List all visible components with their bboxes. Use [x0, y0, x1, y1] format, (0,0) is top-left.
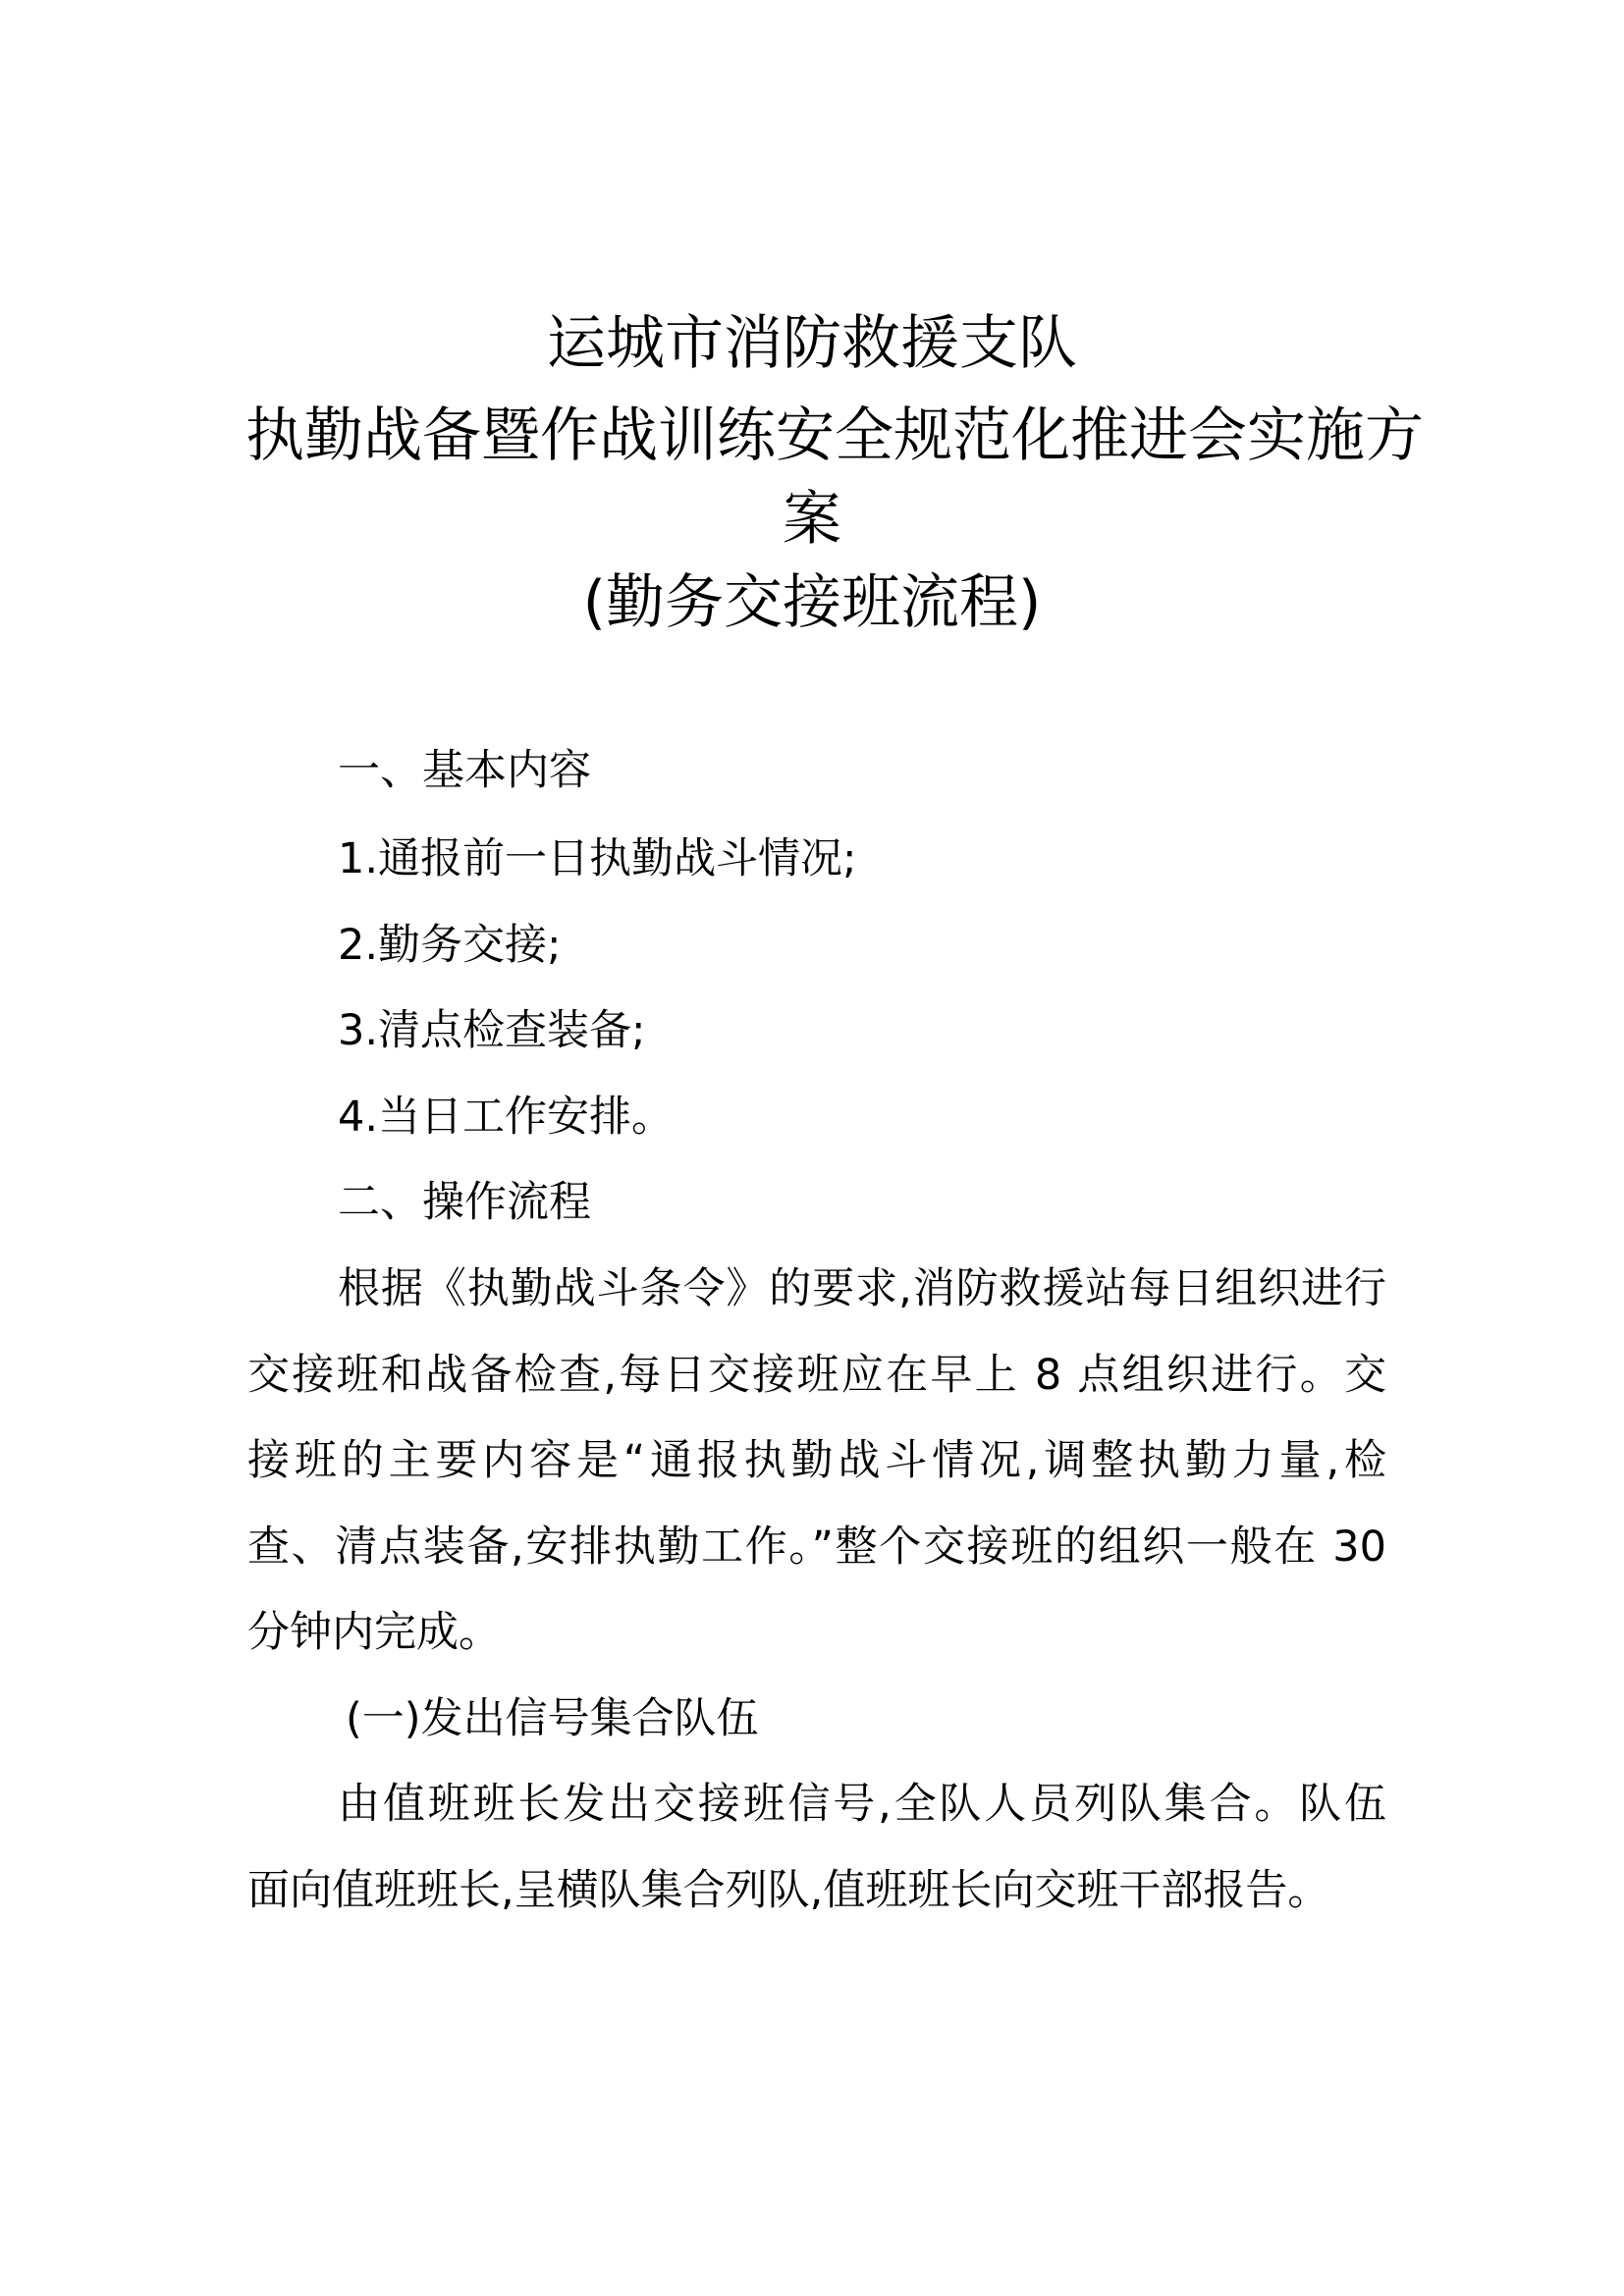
section-2-heading: 二、操作流程	[338, 1178, 591, 1227]
section-2-paragraph-line-3: 接班的主要内容是“通报执勤战斗情况,调整执勤力量,检	[247, 1436, 1386, 1485]
section-1-item-1: 1.通报前一日执勤战斗情况;	[338, 834, 857, 883]
title-line-2: 执勤战备暨作战训练安全规范化推进会实施方	[245, 401, 1424, 470]
subsection-1-heading: (一)发出信号集合队伍	[346, 1694, 759, 1743]
subsection-1-paragraph-line-2: 面向值班班长,呈横队集合列队,值班班长向交班干部报告。	[247, 1866, 1330, 1915]
section-2-paragraph-line-2: 交接班和战备检查,每日交接班应在早上 8 点组织进行。交	[247, 1351, 1386, 1400]
section-1-item-2: 2.勤务交接;	[338, 921, 562, 970]
section-2-paragraph-line-4: 查、清点装备,安排执勤工作。”整个交接班的组织一般在 30	[247, 1522, 1386, 1572]
section-1-item-4: 4.当日工作安排。	[338, 1093, 675, 1142]
title-line-4: (勤务交接班流程)	[582, 568, 1042, 637]
subsection-1-paragraph-line-1: 由值班班长发出交接班信号,全队人员列队集合。队伍	[338, 1780, 1386, 1829]
section-1-heading: 一、基本内容	[338, 746, 591, 795]
title-line-1: 运城市消防救援支队	[547, 309, 1077, 378]
section-1-item-3: 3.清点检查装备;	[338, 1006, 646, 1055]
title-line-3: 案	[783, 485, 841, 554]
section-2-paragraph-line-1: 根据《执勤战斗条令》的要求,消防救援站每日组织进行	[338, 1264, 1386, 1313]
section-2-paragraph-line-5: 分钟内完成。	[247, 1608, 501, 1657]
